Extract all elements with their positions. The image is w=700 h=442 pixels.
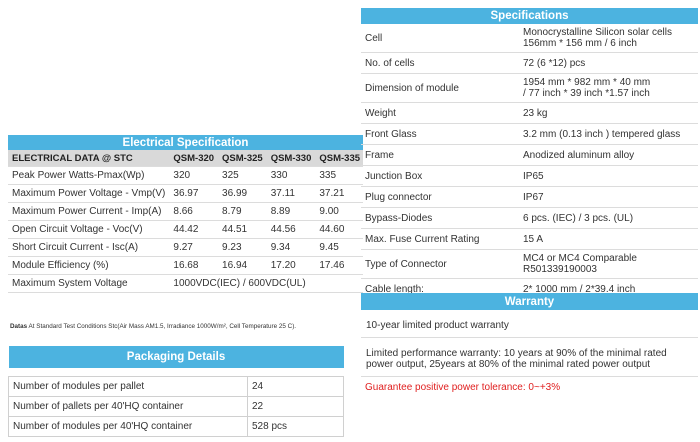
row-label: Weight: [361, 103, 517, 124]
electrical-spec-title: Electrical Specification: [122, 136, 249, 149]
column-header: QSM-330: [266, 150, 315, 167]
table-row: [361, 229, 698, 250]
electrical-spec-table: [8, 135, 363, 293]
cell-value: 8.89: [266, 203, 315, 221]
row-label: Number of modules per pallet: [9, 377, 248, 397]
cell-value: 37.21: [314, 185, 363, 203]
packaging-header: [9, 346, 344, 368]
warranty-table: [361, 293, 698, 398]
table-row: [8, 167, 363, 185]
cell-value: 16.68: [168, 257, 217, 275]
row-label: Frame: [361, 145, 517, 166]
cell-value: 17.20: [266, 257, 315, 275]
cell-value: 44.51: [217, 221, 266, 239]
row-label: Type of Connector: [361, 250, 517, 279]
row-label: Bypass-Diodes: [361, 208, 517, 229]
table-row: [8, 185, 363, 203]
cell-value: 335: [314, 167, 363, 185]
table-row: [361, 74, 698, 103]
table-row: [361, 187, 698, 208]
cell-value: 72 (6 *12) pcs: [517, 53, 698, 74]
row-label: Cable length:: [361, 279, 517, 300]
column-header: QSM-325: [217, 150, 266, 167]
warranty-row: [361, 316, 698, 338]
specifications-table: [361, 8, 698, 300]
cell-value: 23 kg: [517, 103, 698, 124]
table-row: [361, 24, 698, 53]
cell-value: 528 pcs: [248, 417, 344, 437]
cell-value: 1954 mm * 982 mm * 40 mm / 77 inch * 39 inch *1.57 inch: [517, 74, 698, 103]
row-label: Short Circuit Current - Isc(A): [8, 239, 168, 257]
cell-value: 44.56: [266, 221, 315, 239]
footnote-text: At Standard Test Conditions Stc(Air Mass AM1.5, Irradiance 1000W/m², Cell Temperature 25 C).: [27, 323, 297, 330]
cell-value: 44.60: [314, 221, 363, 239]
cell-value: 9.27: [168, 239, 217, 257]
footnote-bold: Datas: [10, 323, 28, 330]
stc-footnote: [10, 323, 296, 330]
row-label: Maximum Power Current - Imp(A): [8, 203, 168, 221]
cell-value: IP67: [517, 187, 698, 208]
table-row: [9, 397, 344, 417]
row-label: Plug connector: [361, 187, 517, 208]
cell-value: 9.45: [314, 239, 363, 257]
table-row: [9, 377, 344, 397]
row-label: Open Circuit Voltage - Voc(V): [8, 221, 168, 239]
column-header: QSM-320: [168, 150, 217, 167]
warranty-header: [361, 293, 698, 310]
table-row: [361, 103, 698, 124]
cell-value: 8.66: [168, 203, 217, 221]
cell-value: 22: [248, 397, 344, 417]
cell-value: 325: [217, 167, 266, 185]
row-label: Peak Power Watts-Pmax(Wp): [8, 167, 168, 185]
row-label: No. of cells: [361, 53, 517, 74]
cell-value: 1000VDC(IEC) / 600VDC(UL): [168, 275, 363, 293]
table-row: [361, 124, 698, 145]
packaging-title: Packaging Details: [126, 351, 226, 363]
column-header: QSM-335: [314, 150, 363, 167]
cell-value: 24: [248, 377, 344, 397]
table-row: [361, 250, 698, 279]
cell-value: Anodized aluminum alloy: [517, 145, 698, 166]
row-label: Number of modules per 40'HQ container: [9, 417, 248, 437]
cell-value: Monocrystalline Silicon solar cells 156mm * 156 mm / 6 inch: [517, 24, 698, 53]
cell-value: 44.42: [168, 221, 217, 239]
cell-value: 17.46: [314, 257, 363, 275]
power-tolerance-text: Guarantee positive power tolerance: 0~+3%: [365, 382, 561, 393]
cell-value: 36.97: [168, 185, 217, 203]
column-header: ELECTRICAL DATA @ STC: [8, 150, 168, 167]
table-row: [8, 257, 363, 275]
performance-warranty-text: Limited performance warranty: 10 years at 90% of the minimal rated power output, 25years at 80% of the minimal rated power output: [361, 344, 698, 377]
row-label: Module Efficiency (%): [8, 257, 168, 275]
cell-value: 9.23: [217, 239, 266, 257]
table-row: [8, 239, 363, 257]
table-row: [9, 417, 344, 437]
cell-value: 3.2 mm (0.13 inch ) tempered glass: [517, 124, 698, 145]
table-row: [8, 221, 363, 239]
electrical-spec-header: [8, 135, 363, 150]
cell-value: 9.00: [314, 203, 363, 221]
warranty-row: [361, 344, 698, 377]
table-row: [8, 275, 363, 293]
warranty-row: [361, 377, 698, 399]
table-row: [361, 53, 698, 74]
product-warranty-text: 10-year limited product warranty: [361, 316, 698, 338]
row-label: Number of pallets per 40'HQ container: [9, 397, 248, 417]
cell-value: 2* 1000 mm / 2*39.4 inch: [517, 279, 698, 300]
warranty-title: Warranty: [504, 295, 555, 308]
row-label: Maximum Power Voltage - Vmp(V): [8, 185, 168, 203]
cell-value: 9.34: [266, 239, 315, 257]
table-row: [361, 208, 698, 229]
row-label: Max. Fuse Current Rating: [361, 229, 517, 250]
table-row: [361, 166, 698, 187]
cell-value: 6 pcs. (IEC) / 3 pcs. (UL): [517, 208, 698, 229]
table-row: [8, 203, 363, 221]
cell-value: IP65: [517, 166, 698, 187]
cell-value: 8.79: [217, 203, 266, 221]
cell-value: 15 A: [517, 229, 698, 250]
electrical-column-header-row: [8, 150, 363, 167]
cell-value: MC4 or MC4 Comparable R501339190003: [517, 250, 698, 279]
row-label: Dimension of module: [361, 74, 517, 103]
cell-value: 320: [168, 167, 217, 185]
cell-value: 16.94: [217, 257, 266, 275]
cell-value: 330: [266, 167, 315, 185]
specifications-header: [361, 8, 698, 24]
specifications-title: Specifications: [490, 9, 569, 22]
cell-value: 37.11: [266, 185, 315, 203]
packaging-table: [8, 346, 344, 437]
cell-value: 36.99: [217, 185, 266, 203]
row-label: Cell: [361, 24, 517, 53]
row-label: Maximum System Voltage: [8, 275, 168, 293]
row-label: Junction Box: [361, 166, 517, 187]
table-row: [361, 145, 698, 166]
row-label: Front Glass: [361, 124, 517, 145]
